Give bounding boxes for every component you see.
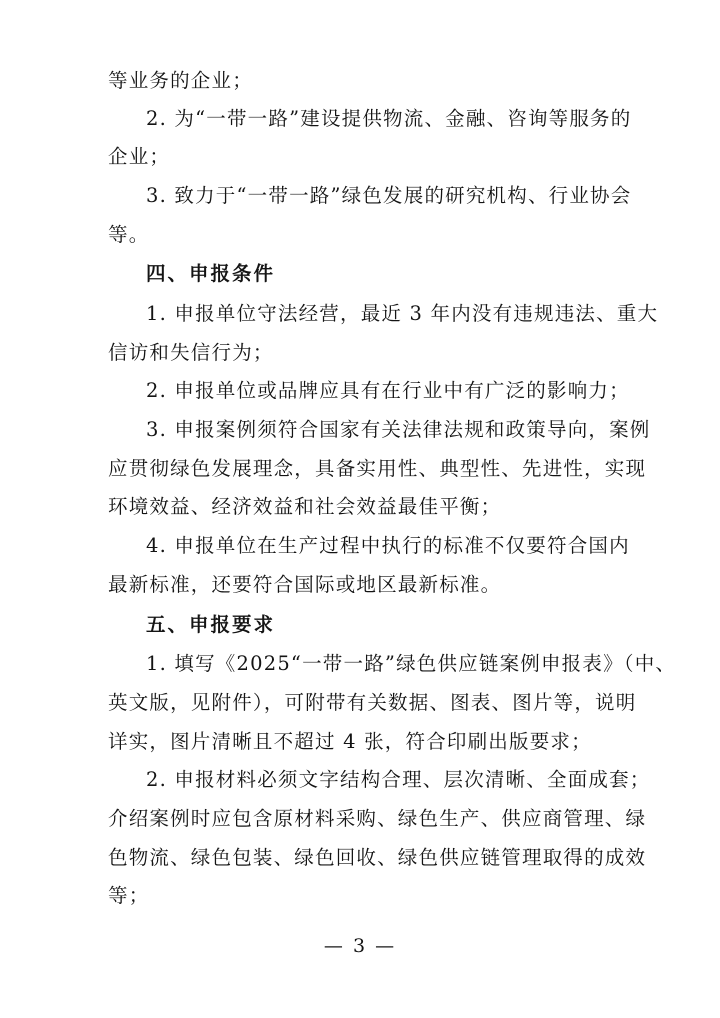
text-line: 2. 申报材料必须文字结构合理、层次清晰、全面成套； — [146, 768, 651, 791]
text-line: 2. 为“一带一路”建设提供物流、金融、咨询等服务的 — [146, 107, 632, 130]
text-line: 信访和失信行为； — [108, 341, 274, 364]
text-line: 介绍案例时应包含原材料采购、绿色生产、供应商管理、绿 — [108, 807, 647, 830]
text-line: 1. 申报单位守法经营，最近 3 年内没有违规违法、重大 — [146, 302, 659, 325]
text-line: 1. 填写《2025“一带一路”绿色供应链案例申报表》（中、 — [146, 652, 677, 675]
text-line: 详实，图片清晰且不超过 4 张，符合印刷出版要求； — [108, 730, 592, 753]
text-line: 环境效益、经济效益和社会效益最佳平衡； — [108, 495, 502, 518]
text-line: 等。 — [108, 223, 150, 246]
text-line: 2. 申报单位或品牌应具有在行业中有广泛的影响力； — [146, 379, 630, 402]
text-line: 4. 申报单位在生产过程中执行的标准不仅要符合国内 — [146, 534, 630, 557]
text-line: 等业务的企业； — [108, 69, 253, 92]
text-line: 色物流、绿色包装、绿色回收、绿色供应链管理取得的成效 — [108, 846, 647, 869]
text-line: 3. 致力于“一带一路”绿色发展的研究机构、行业协会 — [146, 184, 632, 207]
page-number: — 3 — — [323, 935, 397, 957]
section-heading-4: 四、申报条件 — [146, 262, 276, 285]
section-heading-5: 五、申报要求 — [146, 613, 276, 636]
text-line: 企业； — [108, 145, 171, 168]
text-line: 3. 申报案例须符合国家有关法律法规和政策导向，案例 — [146, 418, 651, 441]
text-line: 应贯彻绿色发展理念，具备实用性、典型性、先进性，实现 — [108, 457, 647, 480]
text-line: 最新标准，还要符合国际或地区最新标准。 — [108, 573, 502, 596]
text-line: 等； — [108, 884, 150, 907]
text-line: 英文版，见附件），可附带有关数据、图表、图片等，说明 — [108, 691, 637, 714]
